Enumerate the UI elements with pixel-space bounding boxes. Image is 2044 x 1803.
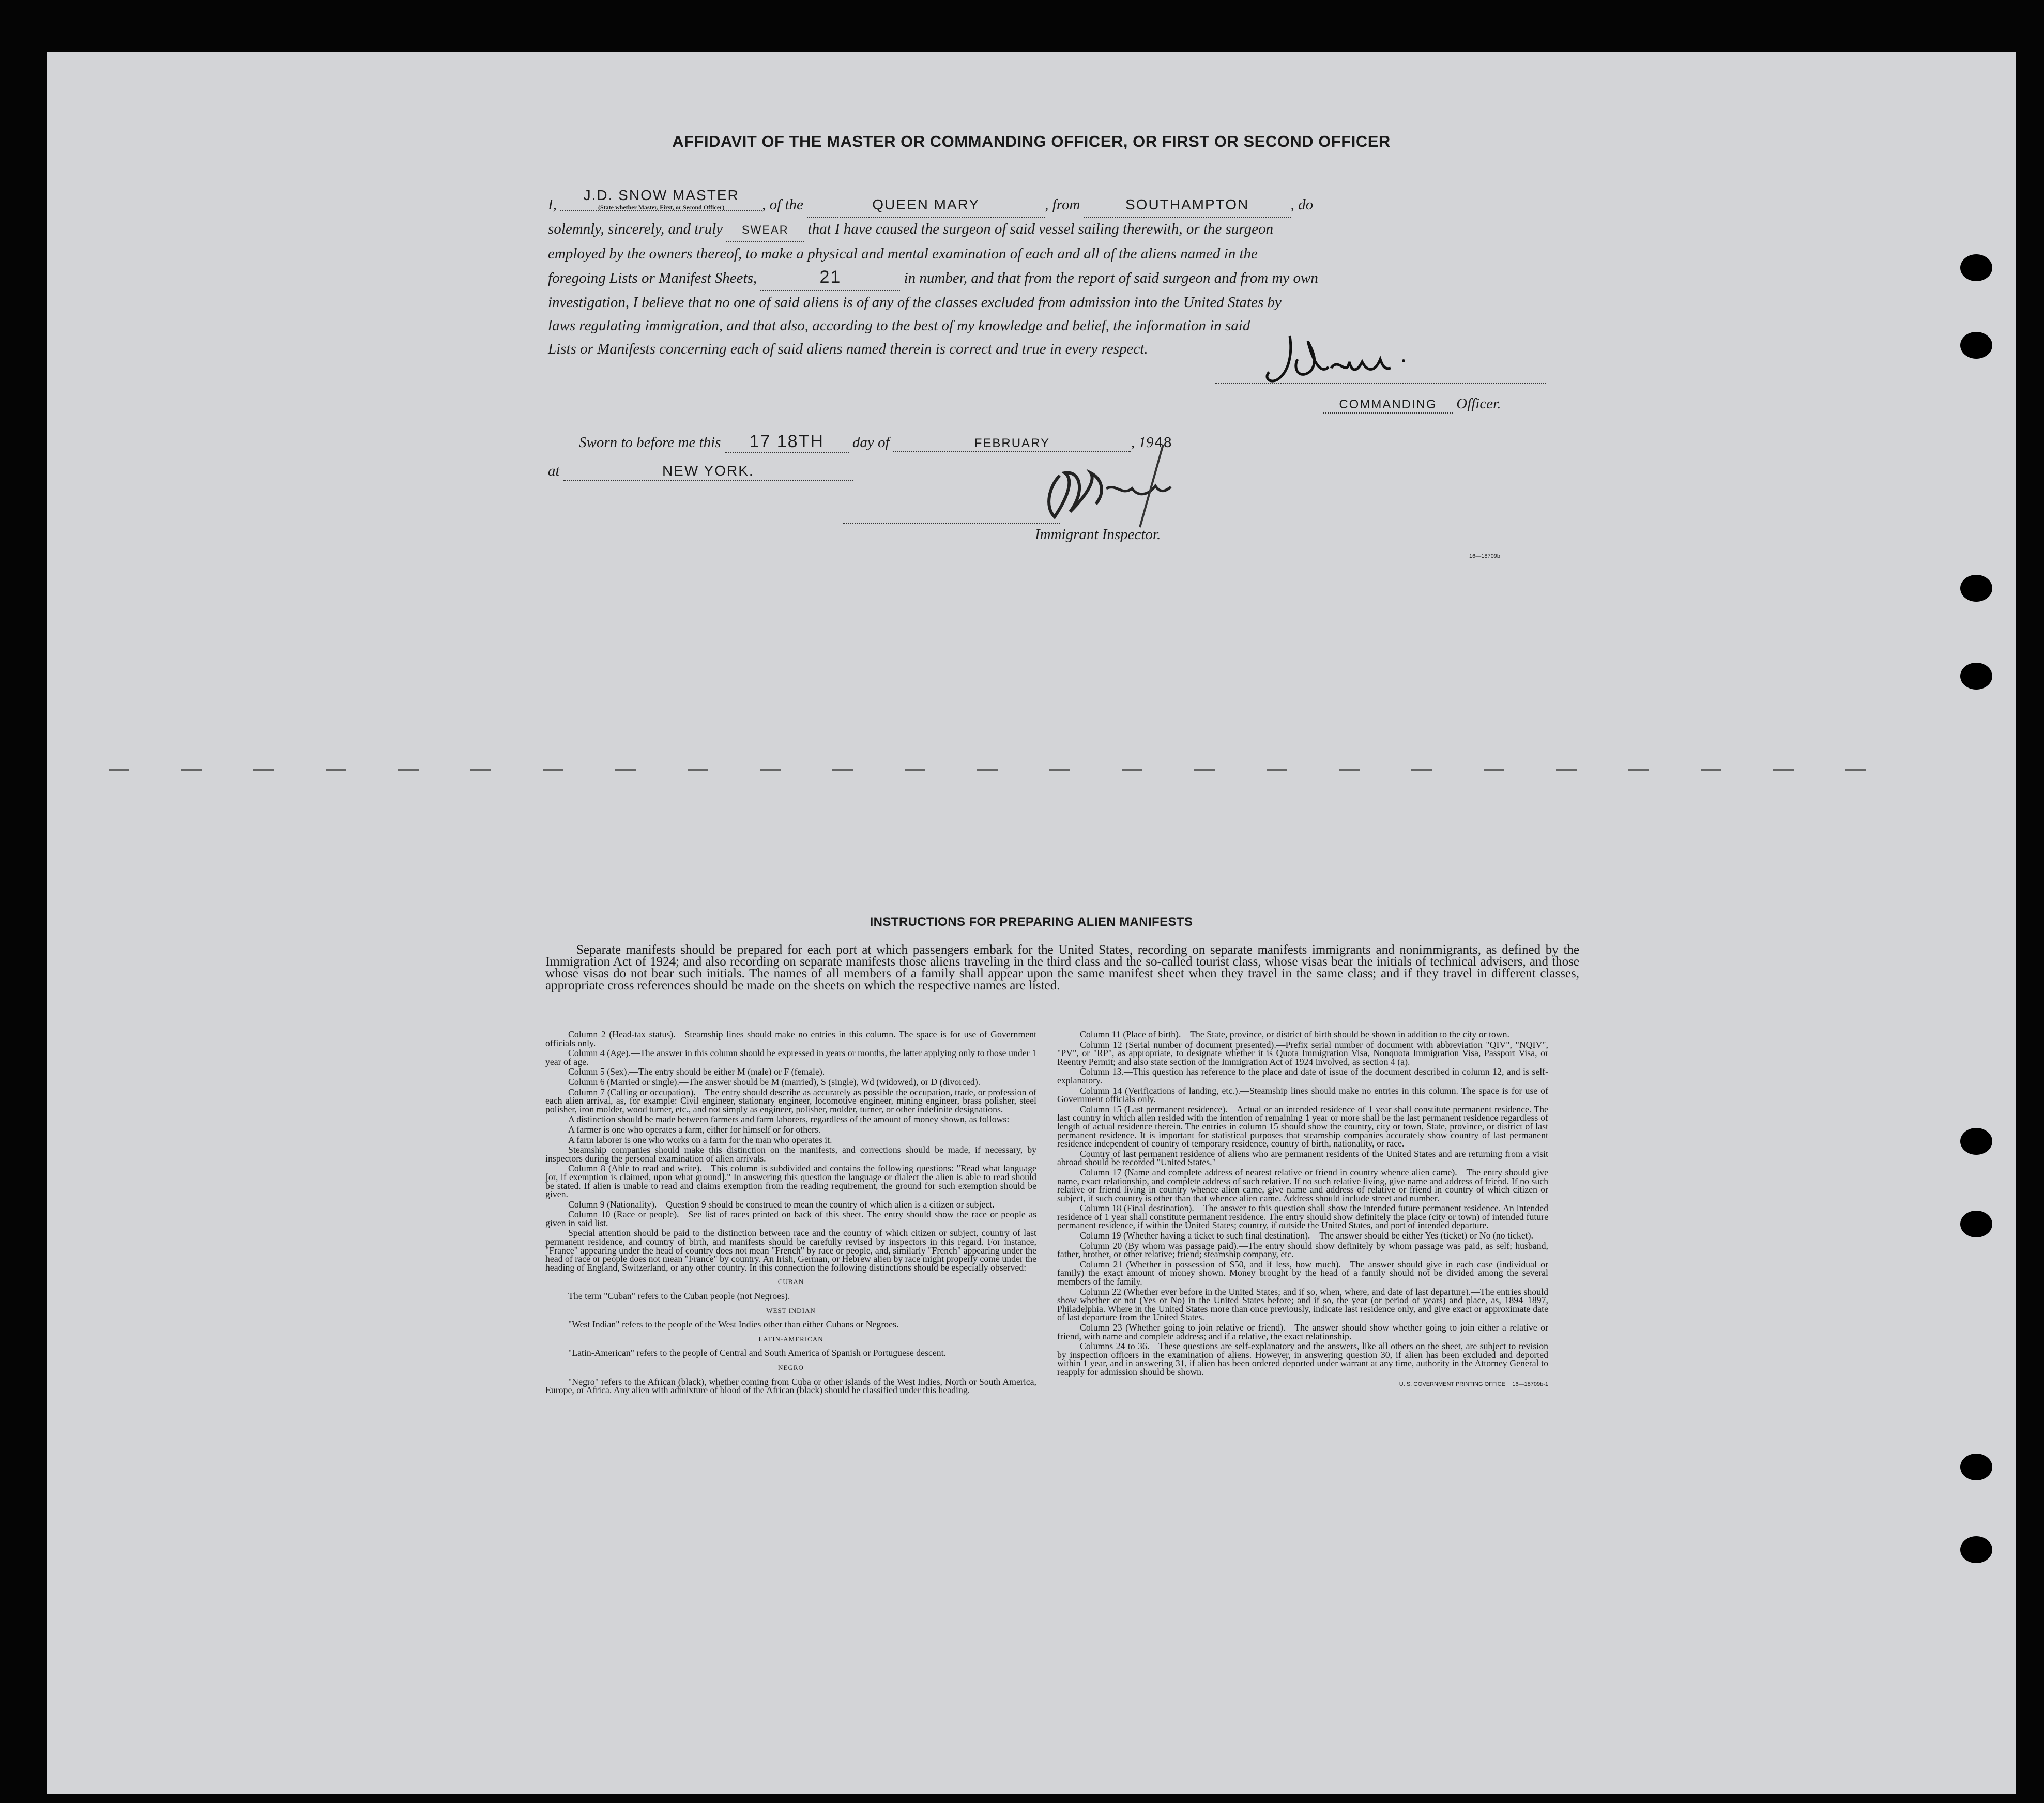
printer-name: U. S. GOVERNMENT PRINTING OFFICE bbox=[1399, 1381, 1505, 1387]
affidavit-i: I, bbox=[548, 196, 557, 213]
sheets-field bbox=[760, 266, 900, 291]
instruction-paragraph: Special attention should be paid to the distinction between race and the country of which citizen or subject, country of last permanent residence, and country of birth, and manifests should be carefully revised by inspectors in this regard. For instance, "France" appearing under the head of country does not mean "French" by race or people, and, similarly "French" appearing under the head of race or people does not mean "France" by country. An Irish, German, or Hebrew alien by race might properly come under the heading of England, Switzerland, or any other country. In this connection the following distinctions should be especially observed: bbox=[545, 1228, 1036, 1273]
instruction-paragraph: Column 12 (Serial number of document presented).—Prefix serial number of document with abbreviation "QIV", "NQIV", "PV", or "RP", as appropriate, to designate whether it is Quota Immigration Visa, Nonquota Immigration Visa, Passport Visa, or Reentry Permit; and also state section of the Immigration Act of 1924 involved, as section 4 (a). bbox=[1057, 1039, 1548, 1067]
affidavit-from: , from bbox=[1045, 196, 1080, 213]
affidavit-title: AFFIDAVIT OF THE MASTER OR COMMANDING OFFICER, OR FIRST OR SECOND OFFICER bbox=[672, 132, 1391, 150]
instruction-paragraph: Column 8 (Able to read and write).—This column is subdivided and contains the following questions: "Read what language [or, if exemption is claimed, upon what ground]." In answering this question the language or dialect the alien is able to read should be stated. If alien is unable to read and claims exemption from the reading requirement, the ground for such exemption should be given. bbox=[545, 1163, 1036, 1200]
oath-value: SWEAR bbox=[741, 223, 789, 236]
punch-hole bbox=[1960, 1536, 1992, 1563]
affidavit-text-7: Lists or Manifests concerning each of said aliens named therein is correct and true in every respect. bbox=[548, 341, 1148, 357]
master-signature bbox=[1261, 331, 1468, 393]
punch-hole bbox=[1960, 1211, 1992, 1237]
signature-line bbox=[1215, 383, 1546, 384]
instruction-paragraph: Column 22 (Whether ever before in the United States; and if so, when, where, and date of last departure).—The entries should show whether or not (Yes or No) in the United States before; and if so, the year (or period of years) and place, as, 1894–1897, Philadelphia. Where in the United States more than once previously, indicate last residence only, and give exact or approximate date of last departure from the United States. bbox=[1057, 1286, 1548, 1323]
instruction-paragraph: Column 21 (Whether in possession of $50, and if less, how much).—The answer should give in each case (individual or family) the exact amount of money shown. Money brought by the head of a family should not be divided among the several members of the family. bbox=[1057, 1259, 1548, 1287]
officer-title bbox=[1323, 395, 1501, 414]
west-indian-definition: "West Indian" refers to the people of the West Indies other than either Cubans or Negroes. bbox=[568, 1319, 899, 1330]
fold-dash bbox=[1411, 769, 1432, 771]
officer-name: J.D. SNOW MASTER bbox=[583, 187, 739, 203]
instruction-paragraph: A farm laborer is one who works on a farm for the man who operates it. bbox=[568, 1134, 832, 1145]
instruction-paragraph: Column 17 (Name and complete address of nearest relative or friend in country whence alien came).—The entry should give name, exact relationship, and complete address of such relative. If no such relative living, give name and address of friend. If no such relative or friend living in country whence alien came, give name and address of relative or friend in country of which citizen or subject, if such country is other than that whence alien came. Address should include street and number. bbox=[1057, 1167, 1548, 1203]
rank-field bbox=[1323, 395, 1453, 414]
instruction-paragraph: Column 9 (Nationality).—Question 9 should be construed to mean the country of which alien is a citizen or subject. bbox=[568, 1199, 995, 1210]
affidavit-of-the: , of the bbox=[762, 196, 803, 213]
affidavit-text-6: laws regulating immigration, and that also, according to the best of my knowledge and belief, the information in said bbox=[548, 317, 1250, 334]
instruction-paragraph: Column 4 (Age).—The answer in this column should be expressed in years or months, the latter applying only to those under 1 year of age. bbox=[545, 1048, 1036, 1067]
fold-dash bbox=[181, 769, 202, 771]
instruction-paragraph: Column 14 (Verifications of landing, etc.).—Steamship lines should make no entries in this column. The space is for use of Government officials only. bbox=[1057, 1085, 1548, 1105]
affidavit-text-3: employed by the owners thereof, to make a physical and mental examination of each and all of the aliens named in the bbox=[548, 246, 1258, 262]
fold-dash bbox=[1339, 769, 1360, 771]
instruction-paragraph: Column 7 (Calling or occupation).—The entry should describe as accurately as possible the occupation, trade, or profession of each alien arrival, as, for example: Civil engineer, stationary engineer, locomotive engineer, mining engineer, brass polisher, steel polisher, iron molder, wood turner, etc., and not simply as engineer, polisher, molder, turner, or other indefinite designations. bbox=[545, 1087, 1036, 1114]
rank-value: COMMANDING bbox=[1339, 398, 1437, 411]
instructions-left-column bbox=[545, 1030, 1036, 1396]
fold-dash bbox=[1556, 769, 1577, 771]
fold-dash bbox=[253, 769, 274, 771]
oath-field bbox=[726, 218, 804, 242]
negro-definition: "Negro" refers to the African (black), whether coming from Cuba or other islands of the West Indies, North or South America, Europe, or Africa. Any alien with admixture of blood of the African (black) should be classified under this heading. bbox=[545, 1376, 1036, 1396]
negro-heading: NEGRO bbox=[778, 1364, 804, 1371]
punch-hole bbox=[1960, 1128, 1992, 1155]
punch-hole bbox=[1960, 663, 1992, 690]
place-field bbox=[563, 463, 853, 481]
inspector-signature bbox=[1029, 439, 1246, 532]
year-value: 48 bbox=[1154, 434, 1173, 450]
at-label: at bbox=[548, 463, 560, 479]
port-name: SOUTHAMPTON bbox=[1125, 196, 1249, 212]
fold-dash bbox=[326, 769, 346, 771]
affidavit-do: , do bbox=[1290, 196, 1314, 213]
affidavit-text-2b: that I have caused the surgeon of said vessel sailing therewith, or the surgeon bbox=[807, 221, 1274, 237]
instruction-paragraph: Column 6 (Married or single).—The answer should be M (married), S (single), Wd (widowed), or D (divorced). bbox=[568, 1076, 981, 1087]
fold-dash bbox=[1049, 769, 1070, 771]
fold-dash bbox=[1701, 769, 1721, 771]
fold-dash bbox=[615, 769, 636, 771]
punch-hole bbox=[1960, 1454, 1992, 1480]
fold-dash bbox=[1194, 769, 1215, 771]
sheets-count: 21 bbox=[819, 267, 842, 287]
affidavit-text-4b: in number, and that from the report of said surgeon and from my own bbox=[904, 270, 1318, 286]
fold-dash bbox=[905, 769, 925, 771]
year-prefix: , 19 bbox=[1131, 434, 1154, 451]
instruction-paragraph: Column 23 (Whether going to join relative or friend).—The answer should show whether going to join either a relative or friend, with name and complete address; and if a relative, the exact relationship. bbox=[1057, 1322, 1548, 1341]
punch-hole bbox=[1960, 254, 1992, 281]
fold-dash bbox=[1628, 769, 1649, 771]
instruction-paragraph: Column 13.—This question has reference to the place and date of issue of the document described in column 12, and is self-explanatory. bbox=[1057, 1066, 1548, 1086]
fold-dash bbox=[109, 769, 129, 771]
fold-dash bbox=[688, 769, 708, 771]
instruction-paragraph: Columns 24 to 36.—These questions are self-explanatory and the answers, like all others on the sheet, are subject to revision by inspection officers in the examination of aliens. However, in answering question 30, if alien has been excluded and deported within 1 year, and in answering 31, if alien has been ordered deported under warrant at any time, authority in the Attorney General to reapply for admission should be shown. bbox=[1057, 1341, 1548, 1377]
instruction-paragraph: Column 19 (Whether having a ticket to such final destination).—The answer should be either Yes (ticket) or No (no ticket). bbox=[1080, 1230, 1533, 1241]
affidavit-line-1 bbox=[548, 184, 1577, 218]
sworn-label: Sworn to before me this bbox=[579, 434, 721, 451]
instructions-intro: Separate manifests should be prepared for each port at which passengers embark for the United States, recording on separate manifests immigrants and nonimmigrants, as defined by the Immigration Act of 1924; and also recording on separate manifests those aliens traveling in the third class and the so-called tourist class, whose visas bear the initials of technical advisers, and those whose visas do not bear such initials. The names of all members of a family shall appear upon the same manifest sheet when they travel in the same class; and if they travel in different classes, appropriate cross references should be made on the sheets on which the respective names are listed. bbox=[545, 943, 1579, 992]
instruction-paragraph: Steamship companies should make this distinction on the manifests, and corrections should be made, if necessary, by inspectors during the personal examination of alien arrivals. bbox=[545, 1144, 1036, 1164]
punch-hole bbox=[1960, 332, 1992, 359]
officer-suffix: Officer. bbox=[1456, 395, 1501, 412]
instruction-paragraph: A distinction should be made between farmers and farm laborers, regardless of the amount of money shown, as follows: bbox=[568, 1114, 1010, 1125]
inspector-line bbox=[843, 523, 1060, 524]
affidavit-form-number: 16—18709b bbox=[1469, 553, 1500, 559]
printer-footer bbox=[1057, 1379, 1548, 1389]
fold-dash bbox=[543, 769, 563, 771]
fold-dash bbox=[470, 769, 491, 771]
latin-american-heading: LATIN-AMERICAN bbox=[758, 1335, 823, 1343]
instructions-title: INSTRUCTIONS FOR PREPARING ALIEN MANIFESTS bbox=[870, 915, 1193, 929]
fold-dash bbox=[1122, 769, 1142, 771]
instruction-paragraph: Column 18 (Final destination).—The answer to this question shall show the intended future permanent residence. An intended residence of 1 year shall constitute permanent residence. The entry should show definitely the place (city or town) of intended future permanent residence, if within the United States; country, if outside the United States, and port of intended departure. bbox=[1057, 1203, 1548, 1231]
month-value: FEBRUARY bbox=[974, 436, 1050, 450]
day-value: 17 18TH bbox=[749, 432, 824, 451]
instruction-paragraph: Column 5 (Sex).—The entry should be either M (male) or F (female). bbox=[568, 1066, 825, 1077]
fold-dash bbox=[1484, 769, 1504, 771]
instructions-right-column bbox=[1057, 1030, 1548, 1388]
cuban-heading: CUBAN bbox=[777, 1278, 804, 1286]
affidavit-text-5: investigation, I believe that no one of said aliens is of any of the classes excluded from admission into the United States by bbox=[548, 294, 1282, 311]
fold-dash bbox=[760, 769, 781, 771]
place-line bbox=[548, 463, 853, 481]
punch-hole bbox=[1960, 575, 1992, 602]
fold-dash bbox=[977, 769, 998, 771]
manifest-sheet bbox=[47, 52, 2016, 1794]
affidavit-text-4a: foregoing Lists or Manifest Sheets, bbox=[548, 270, 757, 286]
instructions-form-number: 16—18709b-1 bbox=[1512, 1381, 1548, 1387]
fold-dash bbox=[1773, 769, 1794, 771]
cuban-definition: The term "Cuban" refers to the Cuban people (not Negroes). bbox=[568, 1291, 790, 1302]
fold-dash bbox=[1267, 769, 1287, 771]
instruction-paragraph: Column 11 (Place of birth).—The State, province, or district of birth should be shown in addition to the city or town. bbox=[1080, 1029, 1509, 1040]
instruction-paragraph: A farmer is one who operates a farm, either for himself or for others. bbox=[568, 1124, 821, 1135]
instruction-paragraph: Column 10 (Race or people).—See list of races printed on back of this sheet. The entry should show the race or people as given in said list. bbox=[545, 1209, 1036, 1228]
port-field bbox=[1084, 193, 1291, 218]
day-field bbox=[725, 432, 849, 453]
fold-dash bbox=[832, 769, 853, 771]
fold-dash bbox=[1845, 769, 1866, 771]
affidavit-line-2 bbox=[548, 218, 1577, 242]
inspector-label: Immigrant Inspector. bbox=[1035, 526, 1161, 543]
fold-dash bbox=[398, 769, 419, 771]
instruction-paragraph: Column 20 (By whom was passage paid).—The entry should show definitely by whom passage was paid, as self; husband, father, brother, or other relative; friend; steamship company, etc. bbox=[1057, 1240, 1548, 1260]
officer-caption: (State whether Master, First, or Second Officer) bbox=[598, 204, 725, 211]
instruction-paragraph: Column 15 (Last permanent residence).—Actual or an intended residence of 1 year shall constitute permanent residence. The last country in which alien resided with the intention of remaining 1 year or more shall be the last permanent residence regardless of length of actual residence therein. The entries in column 15 should show the country, city or town, State, province, or district of last permanent residence. It is important for statistical purposes that steamship companies accurately show country of last permanent residence independent of country of temporary residence, country of birth, nationality, or race. bbox=[1057, 1104, 1548, 1149]
vessel-name: QUEEN MARY bbox=[872, 196, 980, 212]
instruction-paragraph: Country of last permanent residence of aliens who are permanent residents of the United States and are returning from a visit abroad should be recorded "United States." bbox=[1057, 1148, 1548, 1168]
latin-american-definition: "Latin-American" refers to the people of Central and South America of Spanish or Portuguese descent. bbox=[568, 1348, 946, 1358]
place-value: NEW YORK. bbox=[662, 463, 754, 479]
west-indian-heading: WEST INDIAN bbox=[766, 1306, 816, 1315]
affidavit-line-4 bbox=[548, 266, 1577, 291]
instruction-paragraph: Column 2 (Head-tax status).—Steamship lines should make no entries in this column. The space is for use of Government officials only. bbox=[545, 1029, 1036, 1048]
vessel-field bbox=[807, 193, 1045, 218]
affidavit-text-2a: solemnly, sincerely, and truly bbox=[548, 221, 723, 237]
day-of-label: day of bbox=[852, 434, 890, 451]
officer-name-field bbox=[560, 184, 762, 211]
